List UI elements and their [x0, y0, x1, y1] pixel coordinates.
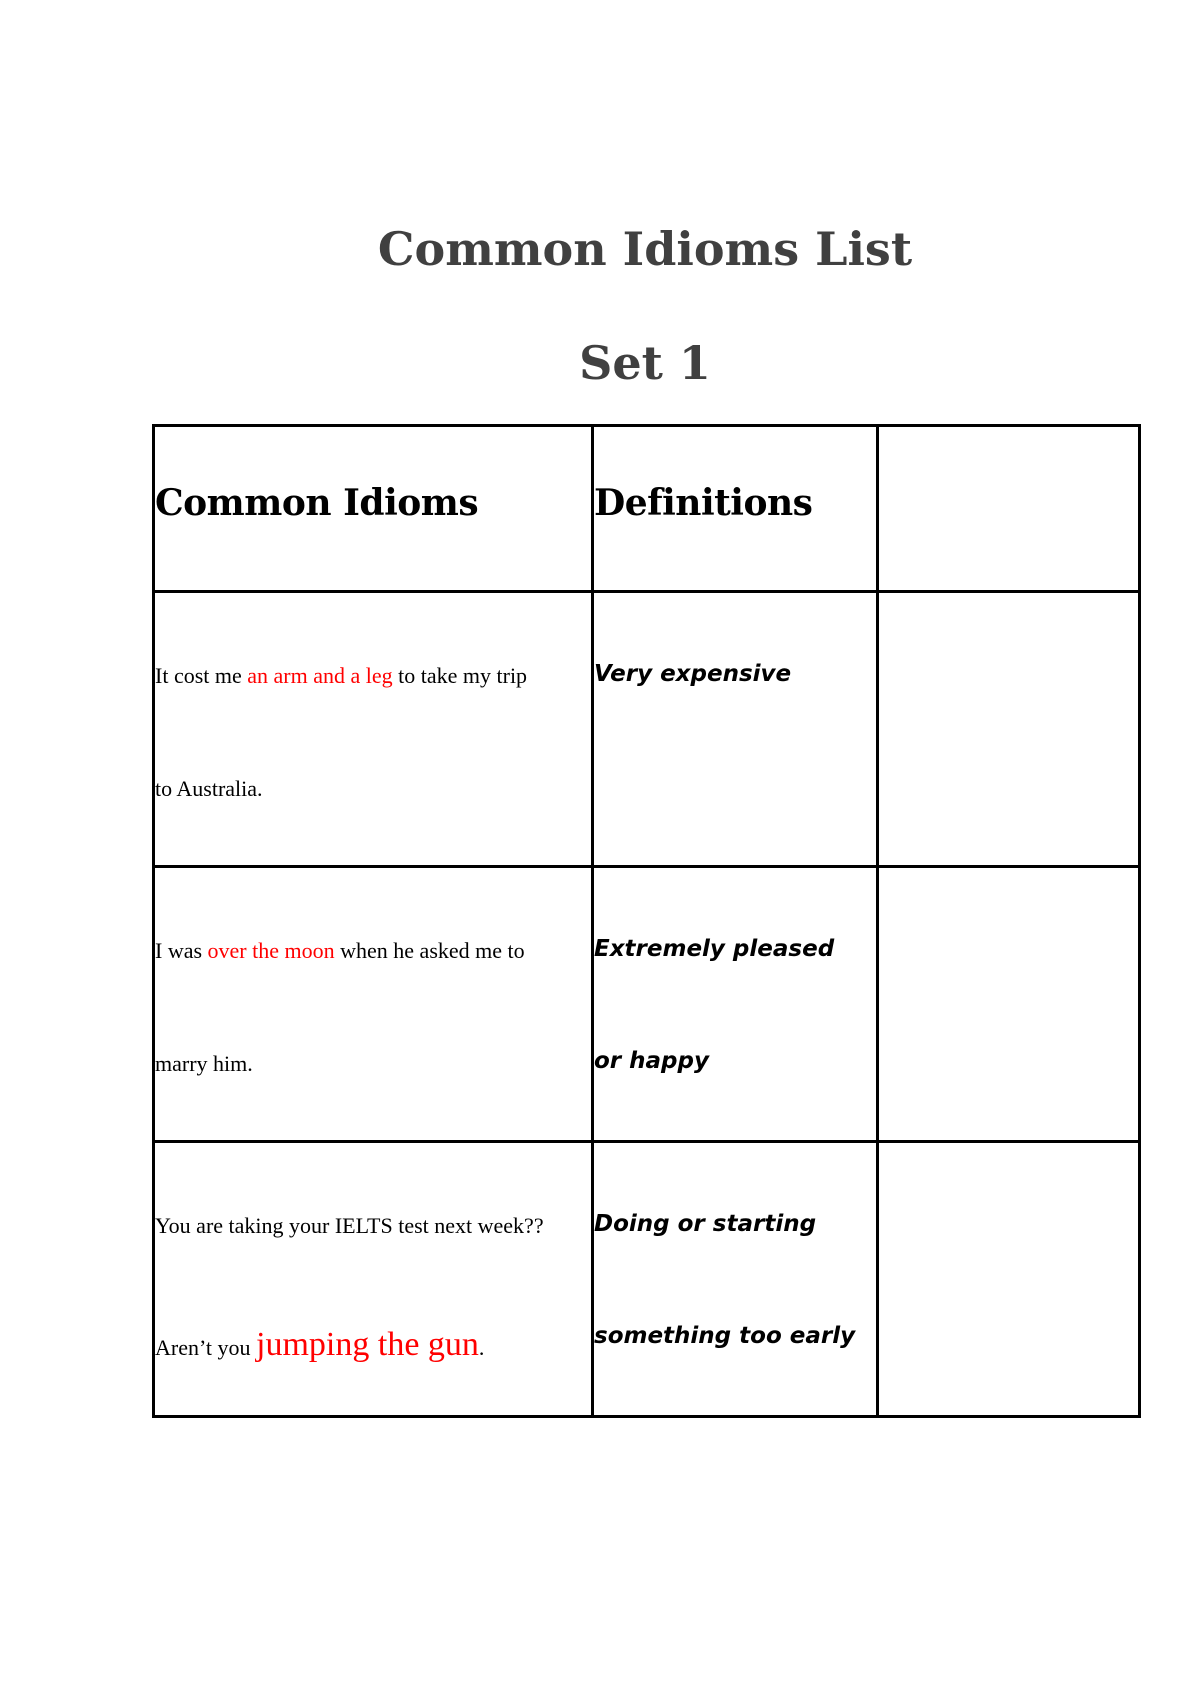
idiom-highlight: jumping the gun [256, 1326, 479, 1363]
header-cell-definitions [593, 426, 878, 592]
empty-cell [878, 867, 1140, 1142]
example-line [155, 1328, 591, 1362]
header-label-definitions: Definitions [594, 482, 813, 524]
example-text: It cost me [155, 663, 248, 688]
example-text: Aren’t you [155, 1335, 257, 1360]
example-text: I was [155, 938, 208, 963]
table-header-row [154, 426, 1140, 592]
empty-cell [878, 592, 1140, 867]
example-cell [154, 867, 593, 1142]
example-line [155, 778, 591, 800]
table-row [154, 1142, 1140, 1417]
definition-text: Extremely pleased [594, 936, 835, 962]
example-text: . [478, 1335, 485, 1360]
table-row [154, 867, 1140, 1142]
definition-cell [593, 1142, 878, 1417]
idiom-highlight: an arm and a leg [247, 663, 393, 688]
definition-text: something too early [594, 1323, 856, 1349]
definition-cell [593, 592, 878, 867]
header-label-extra [879, 427, 1138, 485]
example-text: to take my trip [392, 663, 528, 688]
header-label-idioms: Common Idioms [155, 482, 479, 524]
header-cell-idioms [154, 426, 593, 592]
example-line [155, 868, 591, 981]
example-line [155, 1143, 591, 1256]
definition-text: or happy [594, 1048, 709, 1074]
example-text: when he asked me to [334, 938, 525, 963]
header-cell-empty [878, 426, 1140, 592]
example-line [155, 593, 591, 706]
document-title: Common Idioms List [377, 222, 913, 276]
example-cell [154, 592, 593, 867]
definition-cell [593, 867, 878, 1142]
idiom-highlight: over the moon [207, 938, 335, 963]
empty-cell [878, 1142, 1140, 1417]
example-text: to Australia. [155, 776, 263, 801]
table-row [154, 592, 1140, 867]
document-subtitle: Set 1 [579, 336, 711, 390]
example-text: You are taking your IELTS test next week?? [155, 1213, 544, 1238]
example-line [155, 1053, 591, 1075]
idioms-table [152, 424, 1141, 1418]
example-text: marry him. [155, 1051, 253, 1076]
example-cell [154, 1142, 593, 1417]
definition-text: Doing or starting [594, 1211, 817, 1237]
definition-text: Very expensive [594, 661, 792, 687]
